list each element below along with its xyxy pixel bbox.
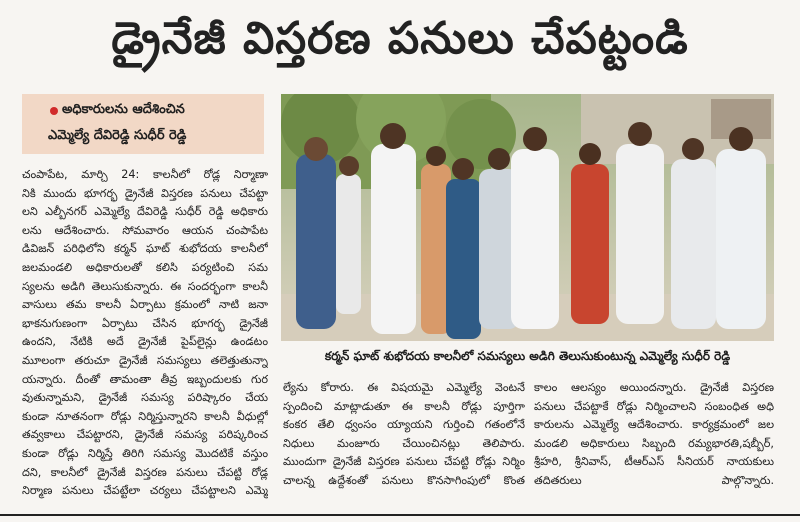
text-line: శ్రీహరి, శ్రీనివాస్, టీఆర్ఎస్ సీనియర్ నాయకులు	[534, 455, 774, 469]
deck-line-2: ఎమ్మెల్యే దేవిరెడ్డి సుధీర్ రెడ్డి	[48, 128, 187, 143]
deck-line-1: అధికారులను ఆదేశించిన	[62, 102, 185, 117]
crowd-photo-illustration	[281, 94, 774, 341]
text-line: భాకనుగుణంగా ఏర్పాటు చేసిన భూగర్భ డ్రైనేజీ	[22, 316, 268, 330]
text-line: కంకర తేలి ధ్వంసం య్యాయని గుర్తించి గతంలోనే	[283, 418, 525, 432]
text-line: నికి ముందు భూగర్భ డ్రైనేజీ విస్తరణ పనులు చేపట్టా	[22, 186, 268, 200]
text-line: ల్యేను కోరారు. ఈ విషయమై ఎమ్మెల్యే వెంటనే	[283, 381, 525, 394]
text-line: చాలన్న ఉద్దేశంతో పనులు కొనసాగింపులో కొంత	[283, 473, 525, 487]
text-line: జలమండలి అధికారులతో కలిసి పర్యటించి సమ	[22, 260, 268, 274]
page-bottom-rule	[0, 508, 800, 522]
bullet-icon	[50, 107, 58, 115]
article-column-3	[534, 379, 774, 491]
text-line: తదితరులు పాల్గొన్నారు.	[534, 473, 774, 487]
text-line: కుండా నూతనంగా రోడ్లు నిర్మిస్తున్నారని కాలనీ వీధుల్లో	[22, 409, 268, 423]
article-column-2	[283, 379, 525, 491]
deck-box	[22, 94, 264, 154]
text-line: స్పందించి మాట్లాడుతూ ఈ కాలనీ రోడ్లు పూర్తిగా	[283, 399, 525, 413]
text-line: నిధులు మంజూరు చేయించినట్లు తెలిపారు.	[283, 436, 525, 450]
article-column-1	[22, 166, 268, 501]
headline: డ్రైనేజీ విస్తరణ పనులు చేపట్టండి	[111, 13, 689, 64]
text-line: నిర్మాణ పనులు చేపట్టేలా చర్యలు చేపట్టాలని ఎమ్మె	[22, 484, 268, 498]
text-line: మండలి అధికారులు సిబ్బంది రమ్యభారతి,షబ్బీర్,	[534, 436, 774, 450]
photo-caption: కర్మన్ ఘాట్ శుభోదయ కాలనీలో సమస్యలు అడిగి తెలుసుకుంటున్న ఎమ్మెల్యే సుధీర్ రెడ్డి	[324, 348, 731, 363]
text-line: స్యలను అడిగి తెలుసుకున్నారు. ఈ సందర్భంగా కాలనీ	[22, 279, 268, 293]
text-line: చంపాపేట, మార్చి 24: కాలనీలో రోడ్ల నిర్మాణా	[22, 168, 268, 181]
text-line: మూలంగా తరుచూ డ్రైనేజీ సమస్యలు తలెత్తుతున్నా	[22, 353, 268, 367]
text-line: తవ్వకాలు చేపట్టారని, డ్రైనేజీ సమస్య పరిష్కరించ	[22, 428, 268, 442]
text-line: వాసులు తమ కాలనీ ఏర్పాటు క్రమంలో నాటి జనా	[22, 298, 268, 312]
text-line: ఉందని, నేటికి అదే డ్రైనేజీ పైప్‌లైన్లు ఉండటం	[22, 335, 268, 349]
text-line: కుండా రోడ్లు నిర్మిస్తే తిరిగి సమస్య మొదటికే వస్తుం	[22, 446, 268, 460]
text-line: యన్నారు. దీంతో తామంతా తీవ్ర ఇబ్బందులకు గుర	[22, 372, 268, 386]
text-line: లను ఆదేశించారు. సోమవారం ఆయన చంపాపేట	[22, 223, 268, 237]
text-line: పనులు చేపట్టాకే రోడ్లు నిర్మించాలని సంబంధిత అధి	[534, 399, 774, 413]
text-line: కారులను ఎమ్మెల్యే ఆదేశించారు. కార్యక్రమంలో జల	[534, 418, 774, 432]
text-line: దని, కాలనీలో డ్రైనేజీ విస్తరణ పనులు చేపట్టి రోడ్ల	[22, 465, 268, 479]
text-line: కాలం ఆలస్యం అయిందన్నారు. డ్రైనేజీ విస్తరణ	[534, 381, 774, 394]
text-line: డివిజన్ పరిధిలోని కర్మన్ ఘాట్ శుభోదయ కాలనీలో	[22, 242, 268, 256]
text-line: లని ఎల్బీనగర్ ఎమ్మెల్యే దేవిరెడ్డి సుధీర్ రెడ్డి అధికారు	[22, 205, 268, 219]
text-line: వుతున్నామని, డ్రైనేజీ సమస్య పరిష్కారం చేయ	[22, 391, 268, 405]
news-photo	[281, 94, 774, 341]
text-line: ముందుగా డ్రైనేజీ విస్తరణ పనులు చేపట్టి రోడ్లు నిర్మిం	[283, 455, 525, 469]
